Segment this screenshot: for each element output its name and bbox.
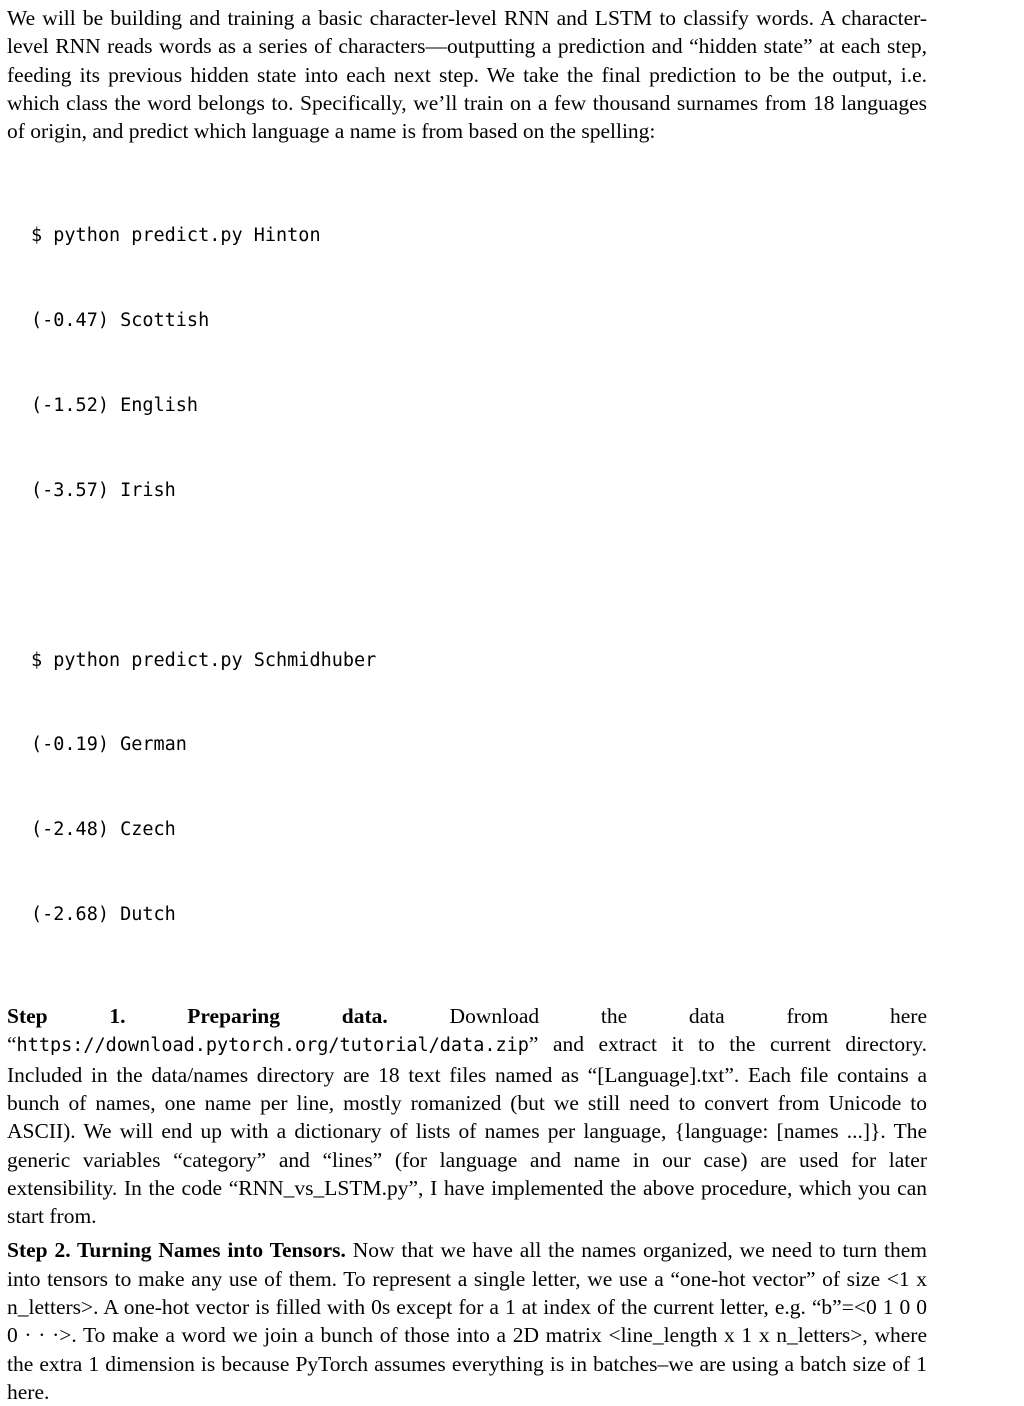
result-line: (-0.19) German	[31, 734, 187, 756]
result-line: (-0.47) Scottish	[31, 309, 210, 331]
spacer	[7, 562, 927, 590]
step2-text: Now that we have all the names organized, we need to turn them into tensors to make any use of them. To represent a single letter, we use a “one-hot vector” of size <1 x n_letters>. A one-hot vector is filled with 0s except for a 1 at index of the current letter, e.g. “b”=<0 1 0 0 0 · · ·>. To make a word we join a bunch of those into a 2D matrix <line_length x 1 x n_letters>, where the extra 1 dimension is because PyTorch assumes everything is in batches–we are using a batch size of 1 here.	[7, 1238, 927, 1404]
example-hinton	[7, 165, 927, 561]
step2-heading: Step 2. Turning Names into Tensors.	[7, 1238, 346, 1263]
step1-text-b: ” and extract it to the current directory. Included in the data/names directory are 18 text files named as “[Language].txt”. Each file contains a bunch of names, one name per line, mostly romanized (but we still need to convert from Unicode to ASCII). We will end up with a dictionary of lists of names per language, {language: [names ...]}. The generic variables “category” and “lines” (for language and name in our case) are used for later extensibility. In the code “RNN_vs_LSTM.py”, I have implemented the above procedure, which you can start from.	[7, 1032, 927, 1229]
step1-paragraph	[7, 1002, 927, 1230]
result-line: (-1.52) English	[31, 394, 199, 416]
data-url-link[interactable]: https://download.pytorch.org/tutorial/data.zip	[16, 1035, 529, 1057]
step1-heading: Step 1. Preparing data.	[7, 1004, 388, 1029]
spacer	[7, 986, 927, 1002]
document-page	[7, 4, 927, 1406]
step2-paragraph	[7, 1236, 927, 1406]
step1-text-a: Download the data from here “	[7, 1004, 928, 1057]
example-schmidhuber	[7, 590, 927, 986]
result-line: (-2.48) Czech	[31, 819, 176, 841]
command-line: $ python predict.py Hinton	[31, 225, 321, 247]
command-line: $ python predict.py Schmidhuber	[31, 649, 377, 671]
result-line: (-3.57) Irish	[31, 479, 176, 501]
result-line: (-2.68) Dutch	[31, 904, 176, 926]
intro-paragraph: We will be building and training a basic character-level RNN and LSTM to classify words. A character-level RNN reads words as a series of characters—outputting a prediction and “hidden state” at each step, feeding its previous hidden state into each next step. We take the final prediction to be the output, i.e. which class the word belongs to. Specifically, we’ll train on a few thousand surnames from 18 languages of origin, and predict which language a name is from based on the spelling:	[7, 6, 927, 144]
spacer	[7, 145, 927, 165]
